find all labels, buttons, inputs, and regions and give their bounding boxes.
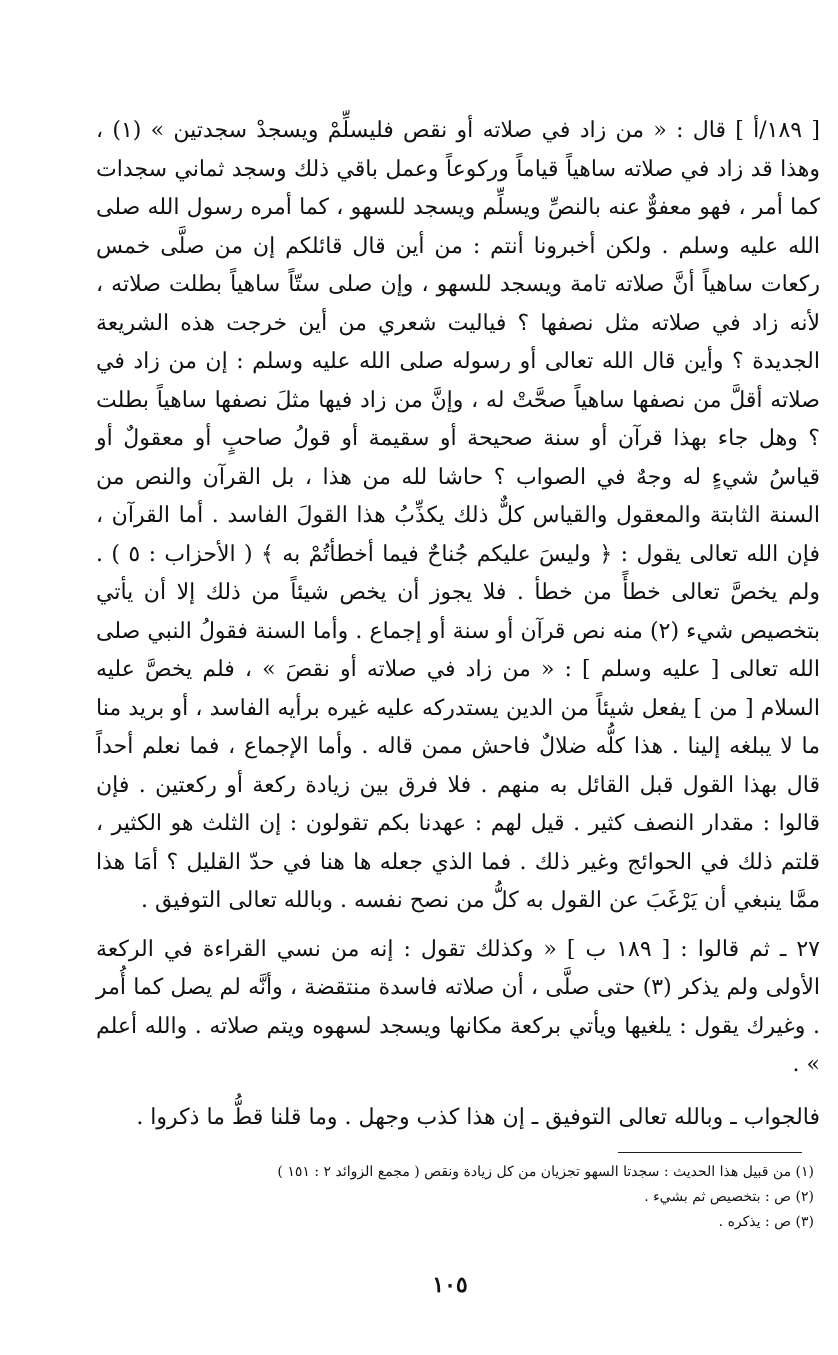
footnote-divider — [618, 1152, 802, 1153]
page-number: ١٠٥ — [432, 1272, 468, 1298]
footnote-2: (٢) ص : بتخصيص ثم بشيء . — [644, 1189, 814, 1205]
footnote-3: (٣) ص : يذكره . — [718, 1214, 814, 1230]
paragraph-2: ٢٧ ـ ثم قالوا : [ ١٨٩ ب ] « وكذلك تقول : إنه من نسي القراءة في الركعة الأولى ولم يذكر (٣) حتى صلَّى ، أن صلاته فاسدة منتقضة ، وأنَّه لم يصل كما أُمر . وغيرك يقول : يلغيها ويأتي بركعة مكانها ويسجد لسهوه ويتم صلاته . والله أعلم » . — [96, 936, 820, 1077]
paragraph-3: فالجواب ـ وبالله تعالى التوفيق ـ إن هذا كذب وجهل . وما قلنا قطُّ ما ذكروا . — [136, 1104, 820, 1130]
paragraph-1: [ ١٨٩/أ ] قال : « من زاد في صلاته أو نقص فليسلِّمْ ويسجدْ سجدتين » (١) ، وهذا قد زاد في صلاته ساهياً قياماً وركوعاً وعمل باقي ذلك وسجد ثماني سجدات كما أمر ، فهو معفوٌّ عنه بالنصِّ ويسلِّم ويسجد للسهو ، كما أمره رسول الله صلى الله عليه وسلم . ولكن أخبرونا أنتم : من أين قال قائلكم إن من صلَّى خمس ركعات ساهياً أنَّ صلاته تامة ويسجد للسهو ، وإن صلى ستّاً ساهياً بطلت صلاته ، لأنه زاد في صلاته مثل نصفها ؟ فياليت شعري من أين خرجت هذه الشريعة الجديدة ؟ وأين قال الله تعالى أو رسوله صلى الله عليه وسلم : إن من زاد في صلاته أقلَّ من نصفها ساهياً صحَّتْ له ، وإنَّ من زاد فيها مثلَ نصفها ساهياً بطلت ؟ وهل جاء بهذا قرآن أو سنة صحيحة أو سقيمة أو قولُ صاحبٍ أو معقولٌ أو قياسُ شيءٍ له وجهٌ في الصواب ؟ حاشا لله من هذا ، بل القرآن والنص من السنة الثابتة والمعقول والقياس كلٌّ ذلك يكذِّبُ هذا القولَ الفاسد . أما القرآن ، فإن الله تعالى يقول : ﴿ وليسَ عليكم جُناحٌ فيما أخطأتُمْ به ﴾ ( الأحزاب : ٥ ) . ولم يخصَّ تعالى خطأً من خطأ . فلا يجوز أن يخص شيئاً من ذلك إلا أن يأتي بتخصيص شيء (٢) منه نص قرآن أو سنة أو إجماع . وأما السنة فقولُ النبي صلى الله تعالى [ عليه وسلم ] : « من زاد في صلاته أو نقصَ » ، فلم يخصَّ عليه السلام [ من ] يفعل شيئاً من الدين يستدركه عليه غيره برأيه الفاسد ، أو بريد منا ما لا يبلغه إلينا . هذا كلُّه ضلالٌ فاحش ممن قاله . وأما الإجماع ، فما نعلم أحداً قال بهذا القول قبل القائل به منهم . فلا فرق بين زيادة ركعة أو ركعتين . فإن قالوا : مقدار النصف كثير . قيل لهم : عهدنا بكم تقولون : إن الثلث هو الكثير ، قلتم ذلك في الحوائج وغير ذلك . فما الذي جعله ها هنا في حدّ القليل ؟ أمَا هذا ممَّا ينبغي أن يَرْغَبَ عن القول به كلُّ من نصح نفسه . وبالله تعالى التوفيق . — [96, 118, 821, 913]
footnotes — [96, 1160, 814, 1235]
footnote-1: (١) من قبيل هذا الحديث : سجدتا السهو تجزيان من كل زيادة ونقص ( مجمع الزوائد ٢ : ١٥١ ) — [277, 1164, 814, 1180]
main-text-body — [96, 112, 820, 1137]
